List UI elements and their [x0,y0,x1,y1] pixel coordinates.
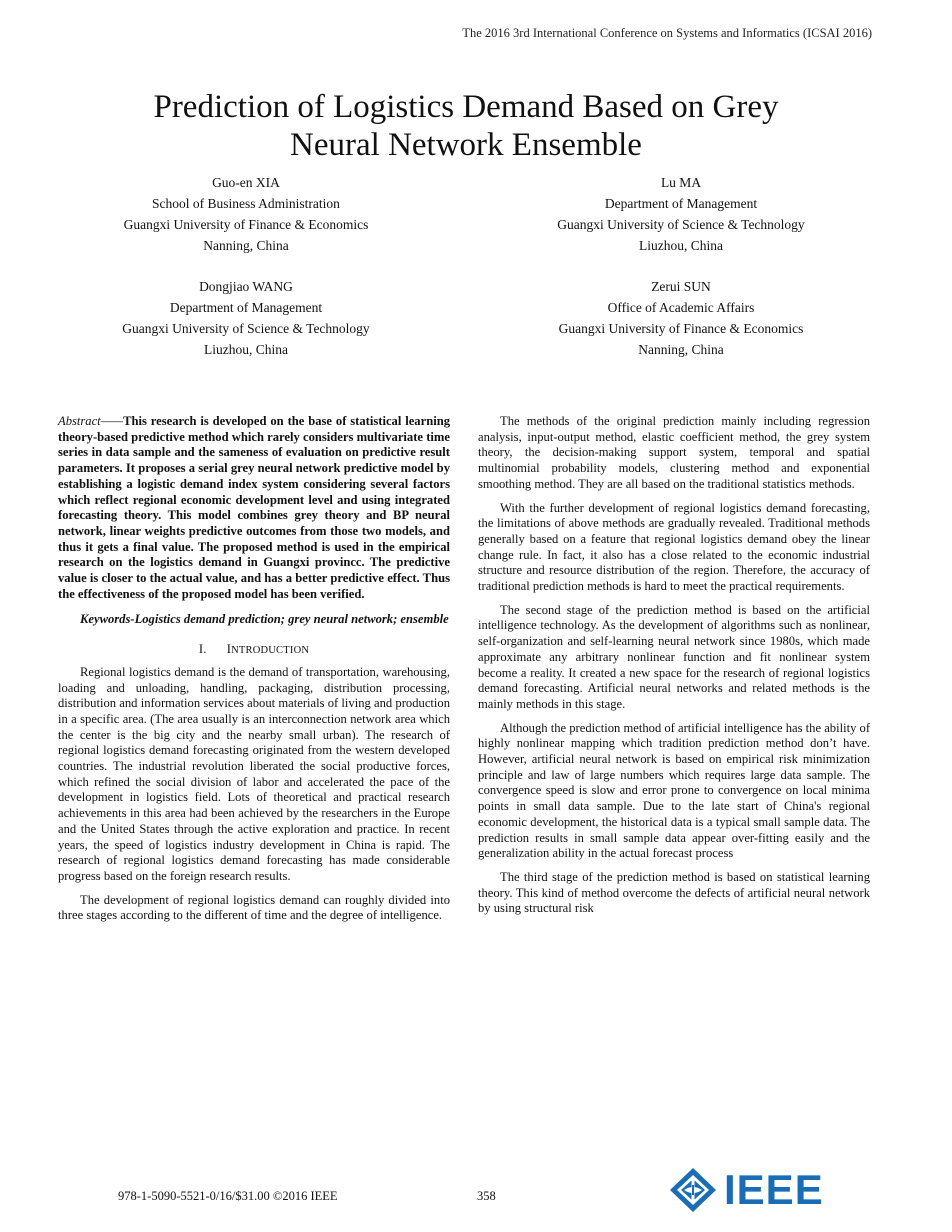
paragraph: Regional logistics demand is the demand of transportation, warehousing, loading and unloading, handling, packaging, distribution processing, distribution and information services about materials of living and production in a specific area. (The area usually is an interconnection network area which the center is the big city and the nearby small urban). The research of regional logistics demand forecasting originated from the western developed countries. The industrial revolution liberated the social productive forces, which refined the social division of labor and accelerated the pace of the development in logistics field. Lots of theoretical and practical research achievements in this area had been achieved by the researchers in the Europe and the United States through the active exploration and practice. In recent years, the speed of logistics industry development in China is rapid. The research of regional logistics demand forecasting has made considerable progress based on the foreign research results. [58,664,450,883]
author-block-2 [525,172,837,256]
ieee-logo-text: IEEE [724,1166,824,1213]
section-number: I. [198,642,207,657]
right-column [478,414,870,925]
section-title-first-letter: I [226,642,232,657]
author-block-4 [525,276,837,360]
paragraph: The second stage of the prediction method is based on the artificial intelligence technology. As the development of algorithms such as nonlinear, self-organization and self-learning neural network since 1980s, which made approximate any arbitrary nonlinear function and fit nonlinear system become a reality. It created a new space for the research of regional logistics demand forecasting. Artificial neural networks and related methods is the mainly methods in this stage. [478,602,870,711]
author-department: School of Business Administration [152,196,340,211]
author-city: Nanning, China [203,238,289,253]
author-name: Zerui SUN [651,279,711,294]
paragraph: The methods of the original prediction mainly including regression analysis, input-output method, elastic coefficient method, the grey system theory, the decision-making support system, temporal and spatial multinomial probability models, clustering method and exponential smoothing method. They are all based on the traditional statistics methods. [478,414,870,491]
section-title-rest: NTRODUCTION [231,645,310,657]
author-university: Guangxi University of Science & Technology [122,321,370,336]
author-department: Department of Management [604,196,758,211]
title-line-1: Prediction of Logistics Demand Based on Grey [153,89,779,125]
conference-header: The 2016 3rd International Conference on Systems and Informatics (ICSAI 2016) [462,26,872,40]
ieee-logo [668,1166,824,1213]
abstract [58,414,450,602]
author-city: Liuzhou, China [204,342,288,357]
author-name: Lu MA [660,175,702,190]
abstract-label: Abstract [58,414,101,428]
ieee-diamond-icon [668,1167,718,1213]
author-city: Liuzhou, China [639,238,723,253]
author-university: Guangxi University of Finance & Economics [558,321,804,336]
paper-title [60,88,872,164]
author-name: Guo-en XIA [212,175,280,190]
author-name: Dongjiao WANG [199,279,293,294]
keywords: Keywords-Logistics demand prediction; grey neural network; ensemble [80,612,449,627]
section-heading-introduction [58,642,450,659]
abstract-text: This research is developed on the base of statistical learning theory-based predictive method which rarely considers multivariate time series in data sample and the sameness of evaluation on predictive result parameters. It proposes a serial grey neural network predictive model by establishing a logistic demand index system considering several factors which reflect regional economic development level and using integrated forecasting theory. This model combines grey theory and BP neural network, linear weights predictive outcomes from those two models, and thus it gets a final value. The proposed method is used in the empirical research on the logistics demand in Guangxi provincc. The predictive value is closer to the actual value, and has a better predictive effect. Thus the effectiveness of the proposed model has been verified. [58,414,450,601]
author-block-1 [90,172,402,256]
title-line-2: Neural Network Ensemble [290,127,642,163]
abstract-dash: —— [100,414,124,428]
paragraph: With the further development of regional logistics demand forecasting, the limitations of above methods are gradually revealed. Traditional methods generally based on a feature that regional logistics demand obey the linear change rule. In fact, it also has a close related to the economic industrial structure and resource distribution of the region. Therefore, the accuracy of traditional prediction methods is hard to meet the practical requirements. [478,500,870,594]
copyright-footer: 978-1-5090-5521-0/16/$31.00 ©2016 IEEE [118,1189,338,1203]
author-university: Guangxi University of Finance & Economics [123,217,369,232]
author-department: Office of Academic Affairs [607,300,755,315]
left-column [58,414,450,932]
author-university: Guangxi University of Science & Technology [557,217,805,232]
paragraph: The development of regional logistics demand can roughly divided into three stages according to the different of time and the degree of intelligence. [58,892,450,923]
author-department: Department of Management [169,300,323,315]
paragraph: The third stage of the prediction method is based on statistical learning theory. This kind of method overcome the defects of artificial neural network by using structural risk [478,869,870,916]
page-number: 358 [477,1189,496,1203]
author-city: Nanning, China [638,342,724,357]
paragraph: Although the prediction method of artificial intelligence has the ability of highly nonlinear mapping which tradition prediction method don’t have. However, artificial neural network is based on empirical risk minimization principle and law of large numbers which requires large data sample. The convergence speed is slow and error prone to convergence on local minima points in small data sample. Due to the late start of China's regional economic development, the historical data is a typical small sample data. The prediction results in small sample data appear over-fitting easily and the generalization ability in the actual forecast process [478,720,871,861]
author-block-3 [90,276,402,360]
